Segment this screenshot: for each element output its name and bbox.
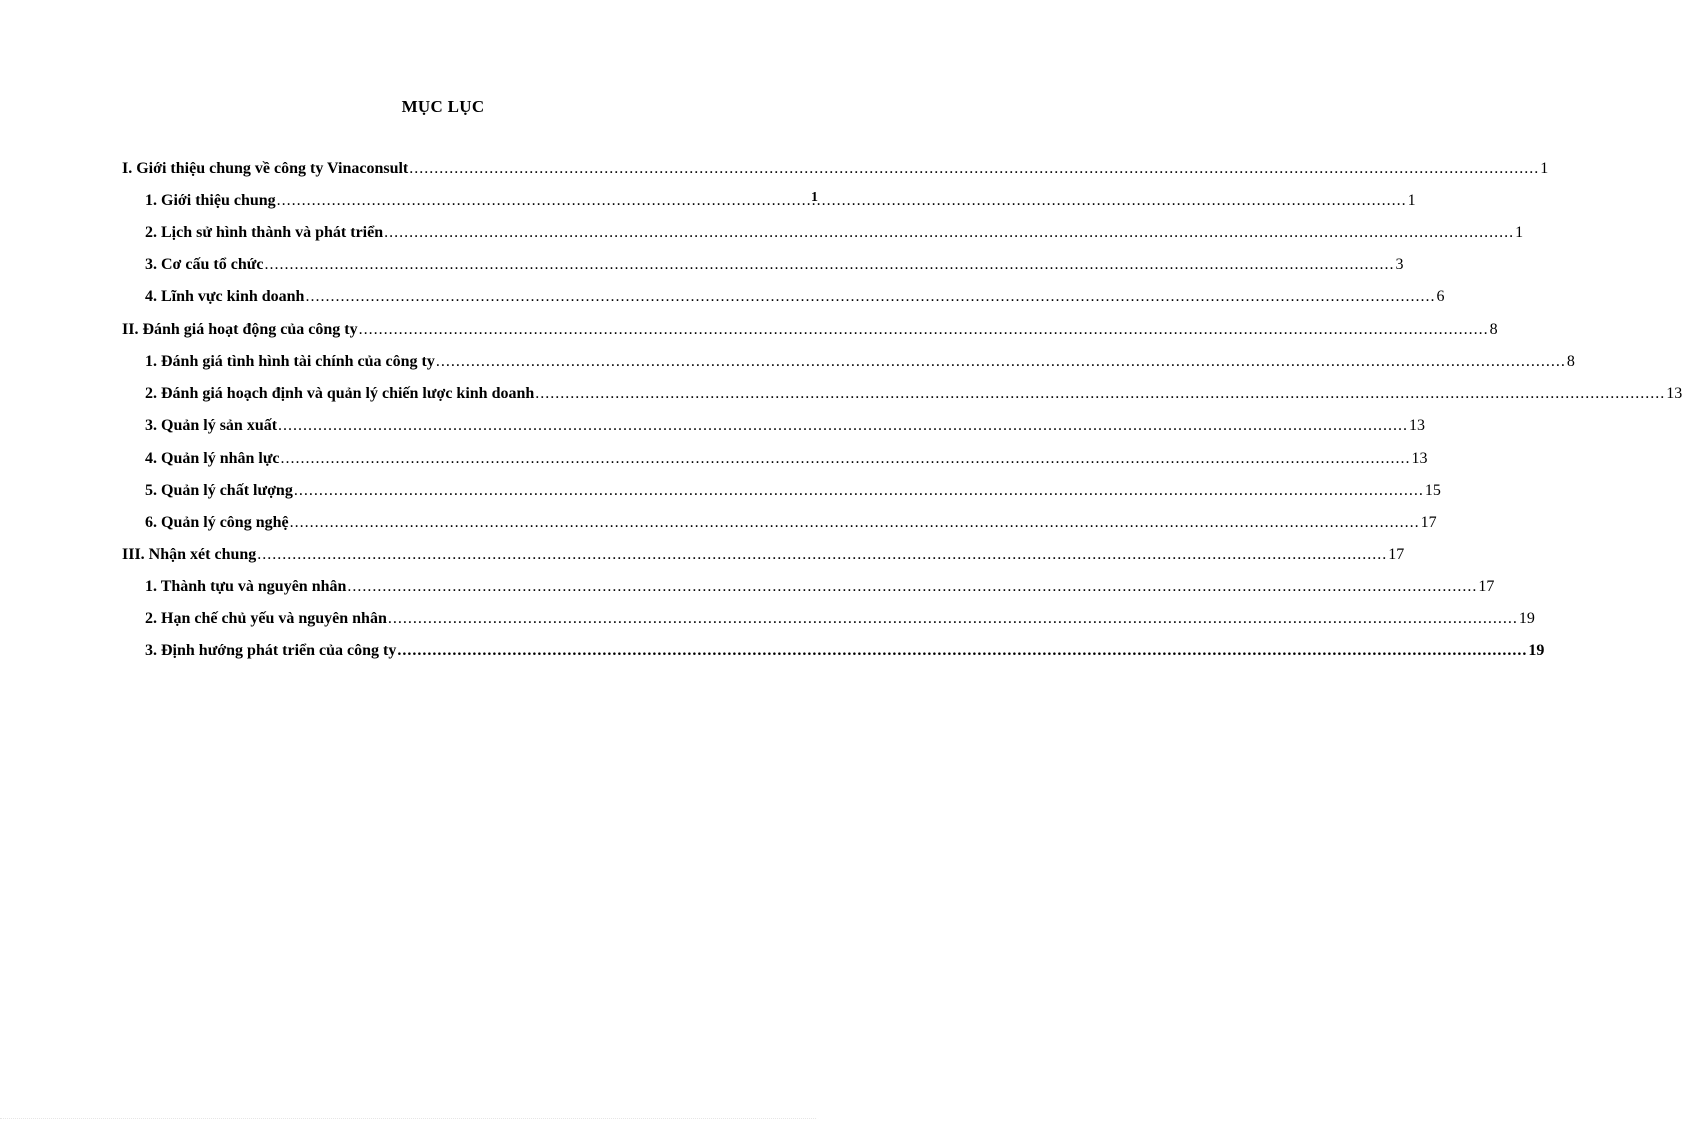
toc-entry-page: 1 bbox=[1515, 224, 1524, 241]
toc-leader-dots bbox=[409, 159, 1539, 179]
toc-entry-2-5[interactable] bbox=[145, 481, 1441, 501]
toc-leader-dots bbox=[257, 545, 1387, 565]
toc-entry-label: 4. Quản lý nhân lực bbox=[145, 450, 280, 467]
toc-leader-dots bbox=[359, 320, 1489, 340]
toc-entry-page: 6 bbox=[1436, 288, 1445, 305]
margin-mark: 1 bbox=[811, 190, 818, 205]
toc-leader-dots bbox=[281, 449, 1411, 469]
toc-entry-2-3[interactable] bbox=[145, 416, 1426, 436]
toc-entry-page: 17 bbox=[1478, 578, 1495, 595]
toc-entry-1-2[interactable] bbox=[145, 223, 1524, 243]
toc-entry-label: 4. Lĩnh vực kinh doanh bbox=[145, 288, 305, 305]
toc-leader-dots bbox=[436, 352, 1566, 372]
toc-entry-label: 1. Đánh giá tình hình tài chính của công ty bbox=[145, 353, 435, 370]
toc-leader-dots bbox=[277, 191, 1407, 211]
toc-entry-label: 3. Quản lý sản xuất bbox=[145, 417, 278, 434]
toc-entry-3-1[interactable] bbox=[145, 577, 1495, 597]
toc-leader-dots bbox=[347, 577, 1477, 597]
toc-entry-label: 1. Giới thiệu chung bbox=[145, 192, 276, 209]
toc-entry-label: 5. Quản lý chất lượng bbox=[145, 482, 293, 499]
toc-entry-3-2[interactable] bbox=[145, 609, 1535, 629]
toc-entry-1-3[interactable] bbox=[145, 255, 1404, 275]
toc-entry-page: 8 bbox=[1489, 321, 1498, 338]
toc-entry-1-1[interactable] bbox=[145, 191, 1416, 211]
toc-entry-page: 8 bbox=[1566, 353, 1575, 370]
toc-entry-page: 13 bbox=[1666, 385, 1682, 402]
toc-entry-page: 1 bbox=[1540, 160, 1549, 177]
toc-entry-page: 17 bbox=[1388, 546, 1405, 563]
toc-entry-label: 6. Quản lý công nghệ bbox=[145, 514, 289, 531]
toc-leader-dots bbox=[535, 384, 1665, 404]
toc-entry-section-2[interactable] bbox=[122, 320, 1498, 340]
toc-entry-label: I. Giới thiệu chung về công ty Vinaconsult bbox=[122, 160, 409, 177]
toc-entry-2-4[interactable] bbox=[145, 449, 1428, 469]
toc-entry-page: 1 bbox=[1407, 192, 1416, 209]
toc-entry-section-1[interactable] bbox=[122, 159, 1549, 179]
toc-leader-dots bbox=[397, 641, 1527, 661]
toc-entry-page: 17 bbox=[1420, 514, 1437, 531]
toc-entry-label: 2. Hạn chế chủ yếu và nguyên nhân bbox=[145, 610, 387, 627]
toc-entry-2-6[interactable] bbox=[145, 513, 1437, 533]
toc-leader-dots bbox=[278, 416, 1408, 436]
toc-leader-dots bbox=[384, 223, 1514, 243]
toc-entry-label: 2. Đánh giá hoạch định và quản lý chiến lược kinh doanh bbox=[145, 385, 535, 402]
toc-entry-label: 3. Định hướng phát triển của công ty bbox=[145, 642, 397, 659]
toc-entry-page: 13 bbox=[1411, 450, 1428, 467]
toc-title: MỤC LỤC bbox=[401, 97, 485, 116]
toc-leader-dots bbox=[388, 609, 1518, 629]
toc-entry-label: III. Nhận xét chung bbox=[122, 546, 257, 563]
toc-leader-dots bbox=[305, 287, 1435, 307]
toc-entry-1-4[interactable] bbox=[145, 287, 1445, 307]
toc-entry-2-2[interactable] bbox=[145, 384, 1682, 404]
toc-leader-dots bbox=[294, 481, 1424, 501]
toc-entry-page: 15 bbox=[1424, 482, 1441, 499]
toc-entry-label: 1. Thành tựu và nguyên nhân bbox=[145, 578, 347, 595]
toc-entry-label: 2. Lịch sử hình thành và phát triển bbox=[145, 224, 384, 241]
toc-entry-label: 3. Cơ cấu tổ chức bbox=[145, 256, 264, 273]
toc-entry-section-3[interactable] bbox=[122, 545, 1405, 565]
toc-entry-2-1[interactable] bbox=[145, 352, 1575, 372]
toc-entry-page: 19 bbox=[1518, 610, 1535, 627]
toc-entry-page: 3 bbox=[1395, 256, 1404, 273]
toc-entry-label: II. Đánh giá hoạt động của công ty bbox=[122, 321, 358, 338]
toc-entry-page: 19 bbox=[1528, 642, 1545, 659]
page-bottom-divider bbox=[0, 1118, 816, 1119]
toc-entry-page: 13 bbox=[1409, 417, 1426, 434]
toc-leader-dots bbox=[264, 255, 1394, 275]
toc-entry-3-3[interactable] bbox=[145, 641, 1545, 661]
toc-leader-dots bbox=[290, 513, 1420, 533]
